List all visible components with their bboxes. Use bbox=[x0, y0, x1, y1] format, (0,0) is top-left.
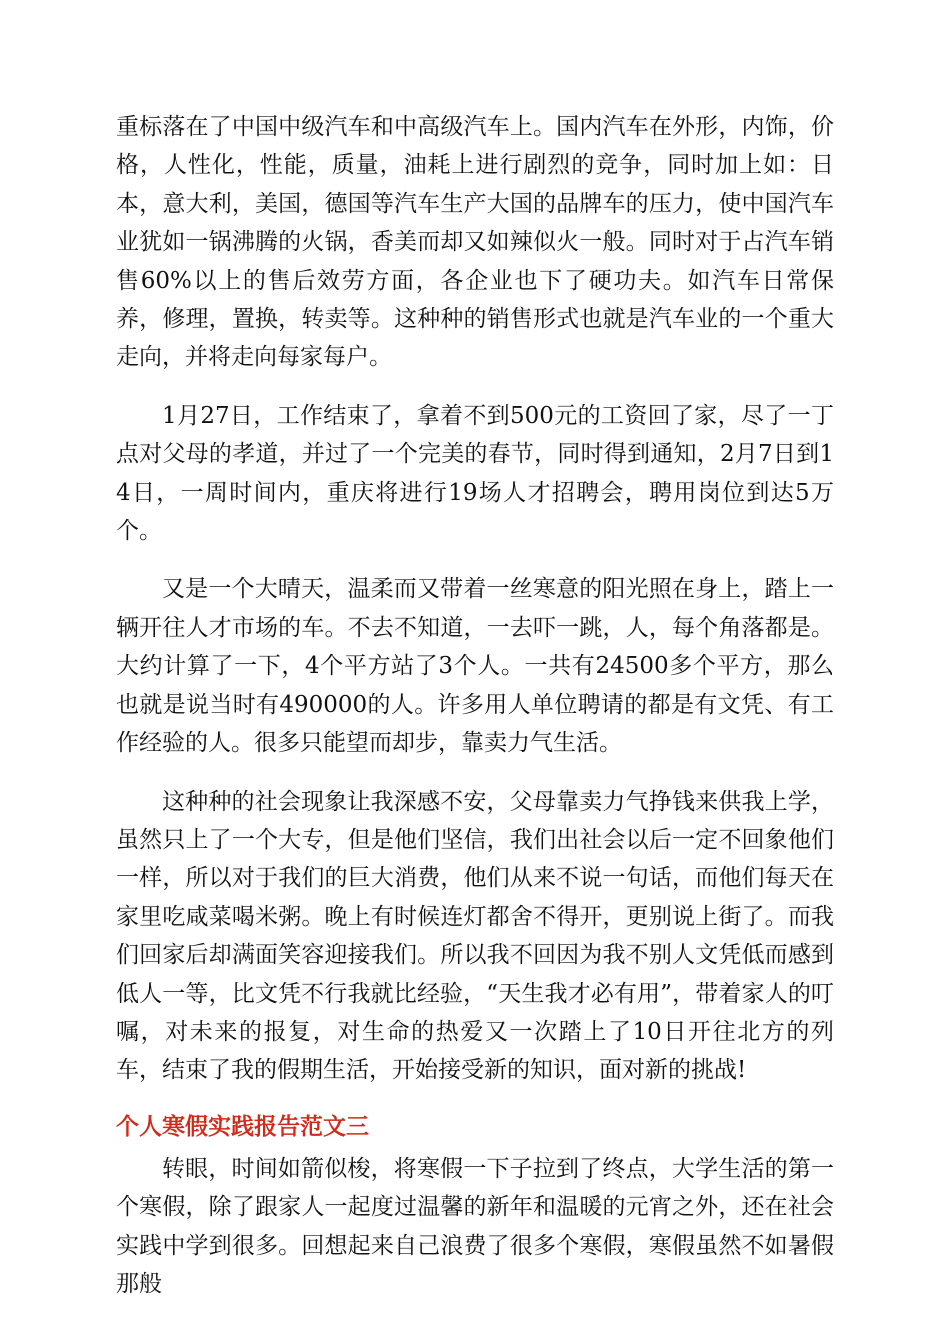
paragraph-job-fair: 又是一个大晴天，温柔而又带着一丝寒意的阳光照在身上，踏上一辆开往人才市场的车。不去不知道，一去吓一跳，人，每个角落都是。大约计算了一下，4个平方站了3个人。一共有24500多个平方，那么也就是说当时有490000的人。许多用人单位聘请的都是有文凭、有工作经验的人。很多只能望而却步，靠卖力气生活。 bbox=[116, 576, 834, 757]
document-body bbox=[116, 108, 834, 1303]
paragraph-end-of-work: 1月27日，工作结束了，拿着不到500元的工资回了家，尽了一丁点对父母的孝道，并过了一个完美的春节，同时得到通知，2月7日到14日，一周时间内，重庆将进行19场人才招聘会，聘用岗位到达5万个。 bbox=[116, 402, 834, 545]
paragraph-reflection: 这种种的社会现象让我深感不安，父母靠卖力气挣钱来供我上学，虽然只上了一个大专，但是他们坚信，我们出社会以后一定不回象他们一样，所以对于我们的巨大消费，他们从来不说一句话，而他们每天在家里吃咸菜喝米粥。晚上有时候连灯都舍不得开，更别说上街了。而我们回家后却满面笑容迎接我们。所以我不回因为我不别人文凭低而感到低人一等，比文凭不行我就比经验，“天生我才必有用”，带着家人的叮嘱，对未来的报复，对生命的热爱又一次踏上了10日开往北方的列车，结束了我的假期生活，开始接受新的知识，面对新的挑战! bbox=[116, 788, 834, 1084]
paragraph-car-industry: 重标落在了中国中级汽车和中高级汽车上。国内汽车在外形，内饰，价格，人性化，性能，质量，油耗上进行剧烈的竞争，同时加上如：日本，意大利，美国，德国等汽车生产大国的品牌车的压力，使中国汽车业犹如一锅沸腾的火锅，香美而却又如辣似火一般。同时对于占汽车销售60%以上的售后效劳方面，各企业也下了硬功夫。如汽车日常保养，修理，置换，转卖等。这种种的销售形式也就是汽车业的一个重大走向，并将走向每家每户。 bbox=[116, 114, 834, 371]
section-heading: 个人寒假实践报告范文三 bbox=[116, 1113, 369, 1140]
paragraph-section-three-intro: 转眼，时间如箭似梭，将寒假一下子拉到了终点，大学生活的第一个寒假，除了跟家人一起度过温馨的新年和温暖的元宵之外，还在社会实践中学到很多。回想起来自己浪费了很多个寒假，寒假虽然不如暑假那般 bbox=[116, 1155, 834, 1297]
